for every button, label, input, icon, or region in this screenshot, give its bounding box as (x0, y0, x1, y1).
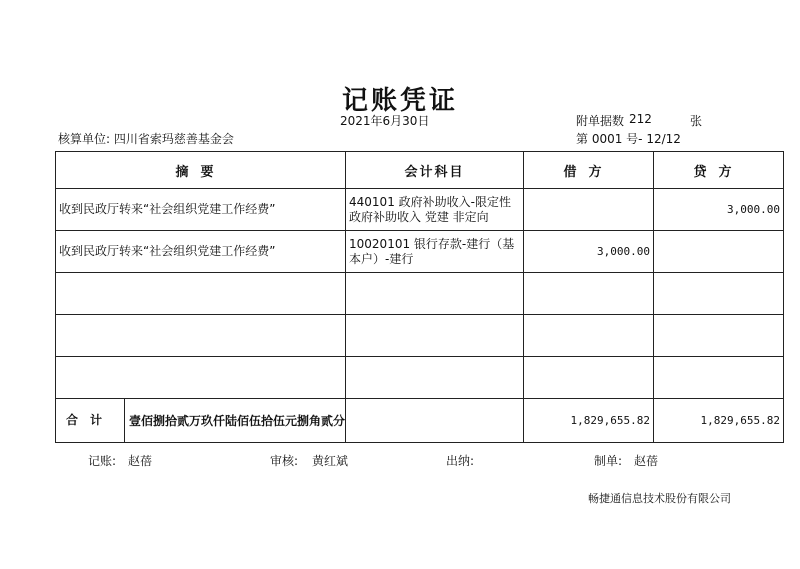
account-cell (346, 273, 524, 315)
preparer-label: 制单: (594, 454, 623, 468)
account-cell: 10020101 银行存款-建行（基本户）-建行 (346, 231, 524, 273)
preparer-name: 赵蓓 (634, 454, 659, 468)
attachment-unit: 张 (690, 114, 703, 128)
table-header-row (56, 152, 784, 189)
table-row (56, 189, 784, 231)
cashier-label: 出纳: (446, 454, 475, 468)
debit-cell (524, 315, 654, 357)
summary-cell (56, 315, 346, 357)
table-row (56, 273, 784, 315)
software-company: 畅捷通信息技术股份有限公司 (588, 492, 731, 505)
total-row (56, 399, 784, 443)
total-spacer-cell (346, 399, 524, 443)
attachment-label: 附单据数 (576, 114, 625, 128)
credit-cell (654, 357, 784, 399)
account-cell (346, 315, 524, 357)
table-row (56, 357, 784, 399)
total-cell (56, 399, 346, 443)
debit-cell (524, 357, 654, 399)
attachment-count: 212 (629, 112, 652, 126)
total-in-words: 壹佰捌拾贰万玖仟陆佰伍拾伍元捌角贰分 (129, 414, 346, 428)
column-header-account: 会计科目 (346, 152, 524, 189)
reviewer-name: 黄红斌 (312, 454, 349, 468)
accounting-unit: 核算单位: 四川省索玛慈善基金会 (58, 132, 234, 146)
total-label: 合计 (56, 399, 125, 442)
summary-cell: 收到民政厅转来“社会组织党建工作经费” (56, 189, 346, 231)
table-row (56, 231, 784, 273)
credit-cell: 3,000.00 (654, 189, 784, 231)
voucher-number: 第 0001 号- 12/12 (576, 132, 681, 146)
column-header-summary: 摘要 (56, 152, 346, 189)
account-cell: 440101 政府补助收入-限定性 政府补助收入 党建 非定向 (346, 189, 524, 231)
table-row (56, 315, 784, 357)
voucher-title: 记账凭证 (341, 86, 458, 116)
credit-cell (654, 273, 784, 315)
credit-cell (654, 231, 784, 273)
summary-cell (56, 357, 346, 399)
column-header-debit: 借方 (524, 152, 654, 189)
total-credit: 1,829,655.82 (654, 399, 784, 443)
summary-cell (56, 273, 346, 315)
debit-cell: 3,000.00 (524, 231, 654, 273)
bookkeeper-label: 记账: (88, 454, 117, 468)
voucher-date: 2021年6月30日 (340, 114, 430, 128)
debit-cell (524, 273, 654, 315)
summary-cell: 收到民政厅转来“社会组织党建工作经费” (56, 231, 346, 273)
voucher-table (55, 151, 784, 443)
debit-cell (524, 189, 654, 231)
column-header-credit: 贷方 (654, 152, 784, 189)
reviewer-label: 审核: (270, 454, 299, 468)
credit-cell (654, 315, 784, 357)
bookkeeper-name: 赵蓓 (128, 454, 153, 468)
account-cell (346, 357, 524, 399)
total-debit: 1,829,655.82 (524, 399, 654, 443)
